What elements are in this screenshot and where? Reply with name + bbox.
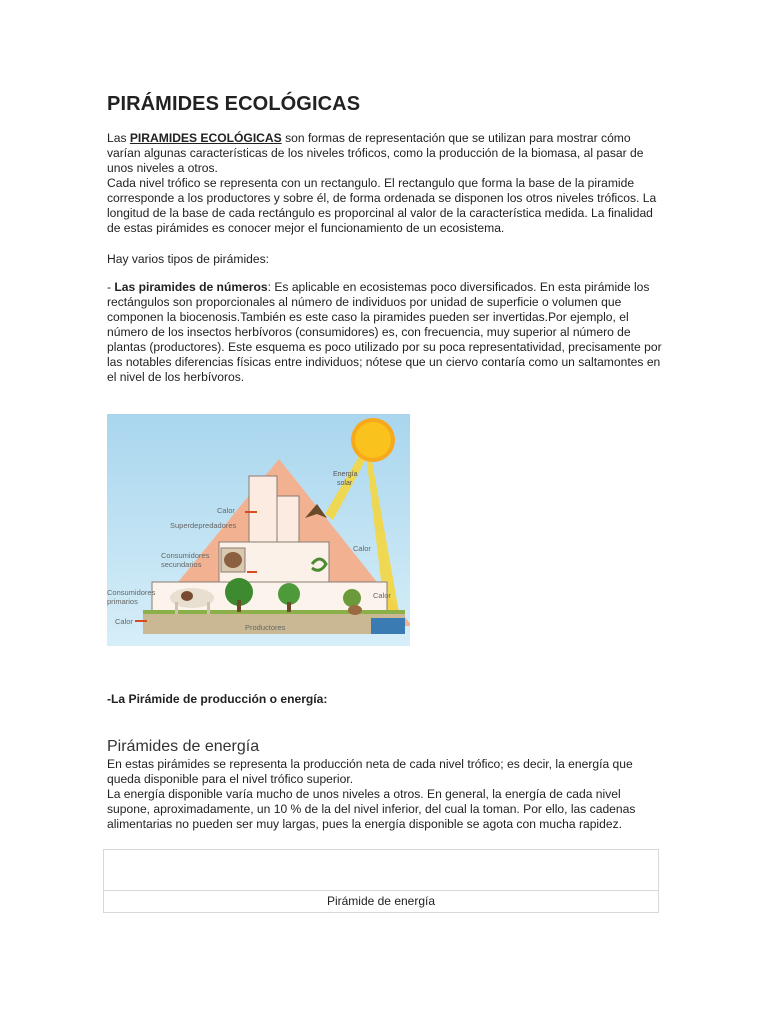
energy-table <box>103 849 659 913</box>
numbers-prefix: - <box>107 280 115 294</box>
label-calor-3: Calor <box>373 591 391 600</box>
label-consumidores-sec: Consumidores <box>161 551 210 560</box>
label-superdepredadores: Superdepredadores <box>170 521 237 530</box>
label-energia: Energía <box>333 471 358 478</box>
piramides-link[interactable]: PIRAMIDES ECOLÓGICAS <box>129 131 282 145</box>
label-calor-1: Calor <box>217 506 235 515</box>
label-primarios: primarios <box>107 597 138 606</box>
energy-paragraph <box>107 757 663 832</box>
numbers-paragraph <box>107 280 663 385</box>
intro-paragraph <box>107 131 663 236</box>
energy-text-1: En estas pirámides se representa la producción neta de cada nivel trófico; es decir, la energía que queda disponible para el nivel trófico superior. <box>107 757 633 786</box>
intro-before-link: Las <box>107 131 130 145</box>
table-caption: Pirámide de energía <box>326 894 436 908</box>
label-productores: Productores <box>245 623 286 632</box>
label-solar: solar <box>337 480 353 487</box>
energy-heading: Pirámides de energía <box>107 738 260 755</box>
intro-line2: Cada nivel trófico se representa con un rectangulo. El rectangulo que forma la base de la piramide corresponde a los productores y sobre él, de forma ordenada se disponen los otros niveles tróficos. La longitud de la base de cada rectángulo es proporcinal al valor de la característica medida. La finalidad de estas pirámides es conocer mejor el funcionamiento de un ecosistema. <box>107 176 657 235</box>
numbers-text: : Es aplicable en ecosistemas poco diversificados. En esta pirámide los rectángulos son proporcionales al número de individuos por unidad de superficie o volumen que componen la biocenosis.También es este caso la piramides pueden ser invertidas.Por ejemplo, el número de los insectos herbívoros (consumidores) es, con frecuencia, muy superior al número de plantas (productores). Este esquema es poco utilizado por su poca representatividad, precisamente por las notables diferencias físicas entre individuos; nótese que un ciervo contaría como un saltamontes en el nivel de los herbívoros. <box>107 280 662 384</box>
energy-text-2: La energía disponible varía mucho de unos niveles a otros. En general, la energía de cada nivel supone, aproximadamente, un 10 % de la del nivel inferior, del cual la toman. Por ello, las cadenas alimentarias no pueden ser muy largas, pues la energía disponible se agota con mucha rapidez. <box>107 787 636 831</box>
label-consumidores-pri: Consumidores <box>107 588 156 597</box>
energy-subheading: -La Pirámide de producción o energía: <box>107 692 328 706</box>
page-title: PIRÁMIDES ECOLÓGICAS <box>107 93 361 115</box>
intro-after-link: son formas de representación que se utilizan para mostrar cómo varían algunas características de los niveles tróficos, como la producción de la biomasa, al pasar de unos niveles a otros. <box>107 131 644 175</box>
types-intro: Hay varios tipos de pirámides: <box>107 252 269 266</box>
label-calor-4: Calor <box>115 617 133 626</box>
label-calor-2: Calor <box>353 544 371 553</box>
pyramid-figure <box>107 414 410 646</box>
table-image-cell <box>104 850 658 891</box>
pyramid-illustration <box>107 414 410 646</box>
numbers-bold: Las piramides de números <box>114 280 268 294</box>
label-secundarios: secundarios <box>161 560 202 569</box>
